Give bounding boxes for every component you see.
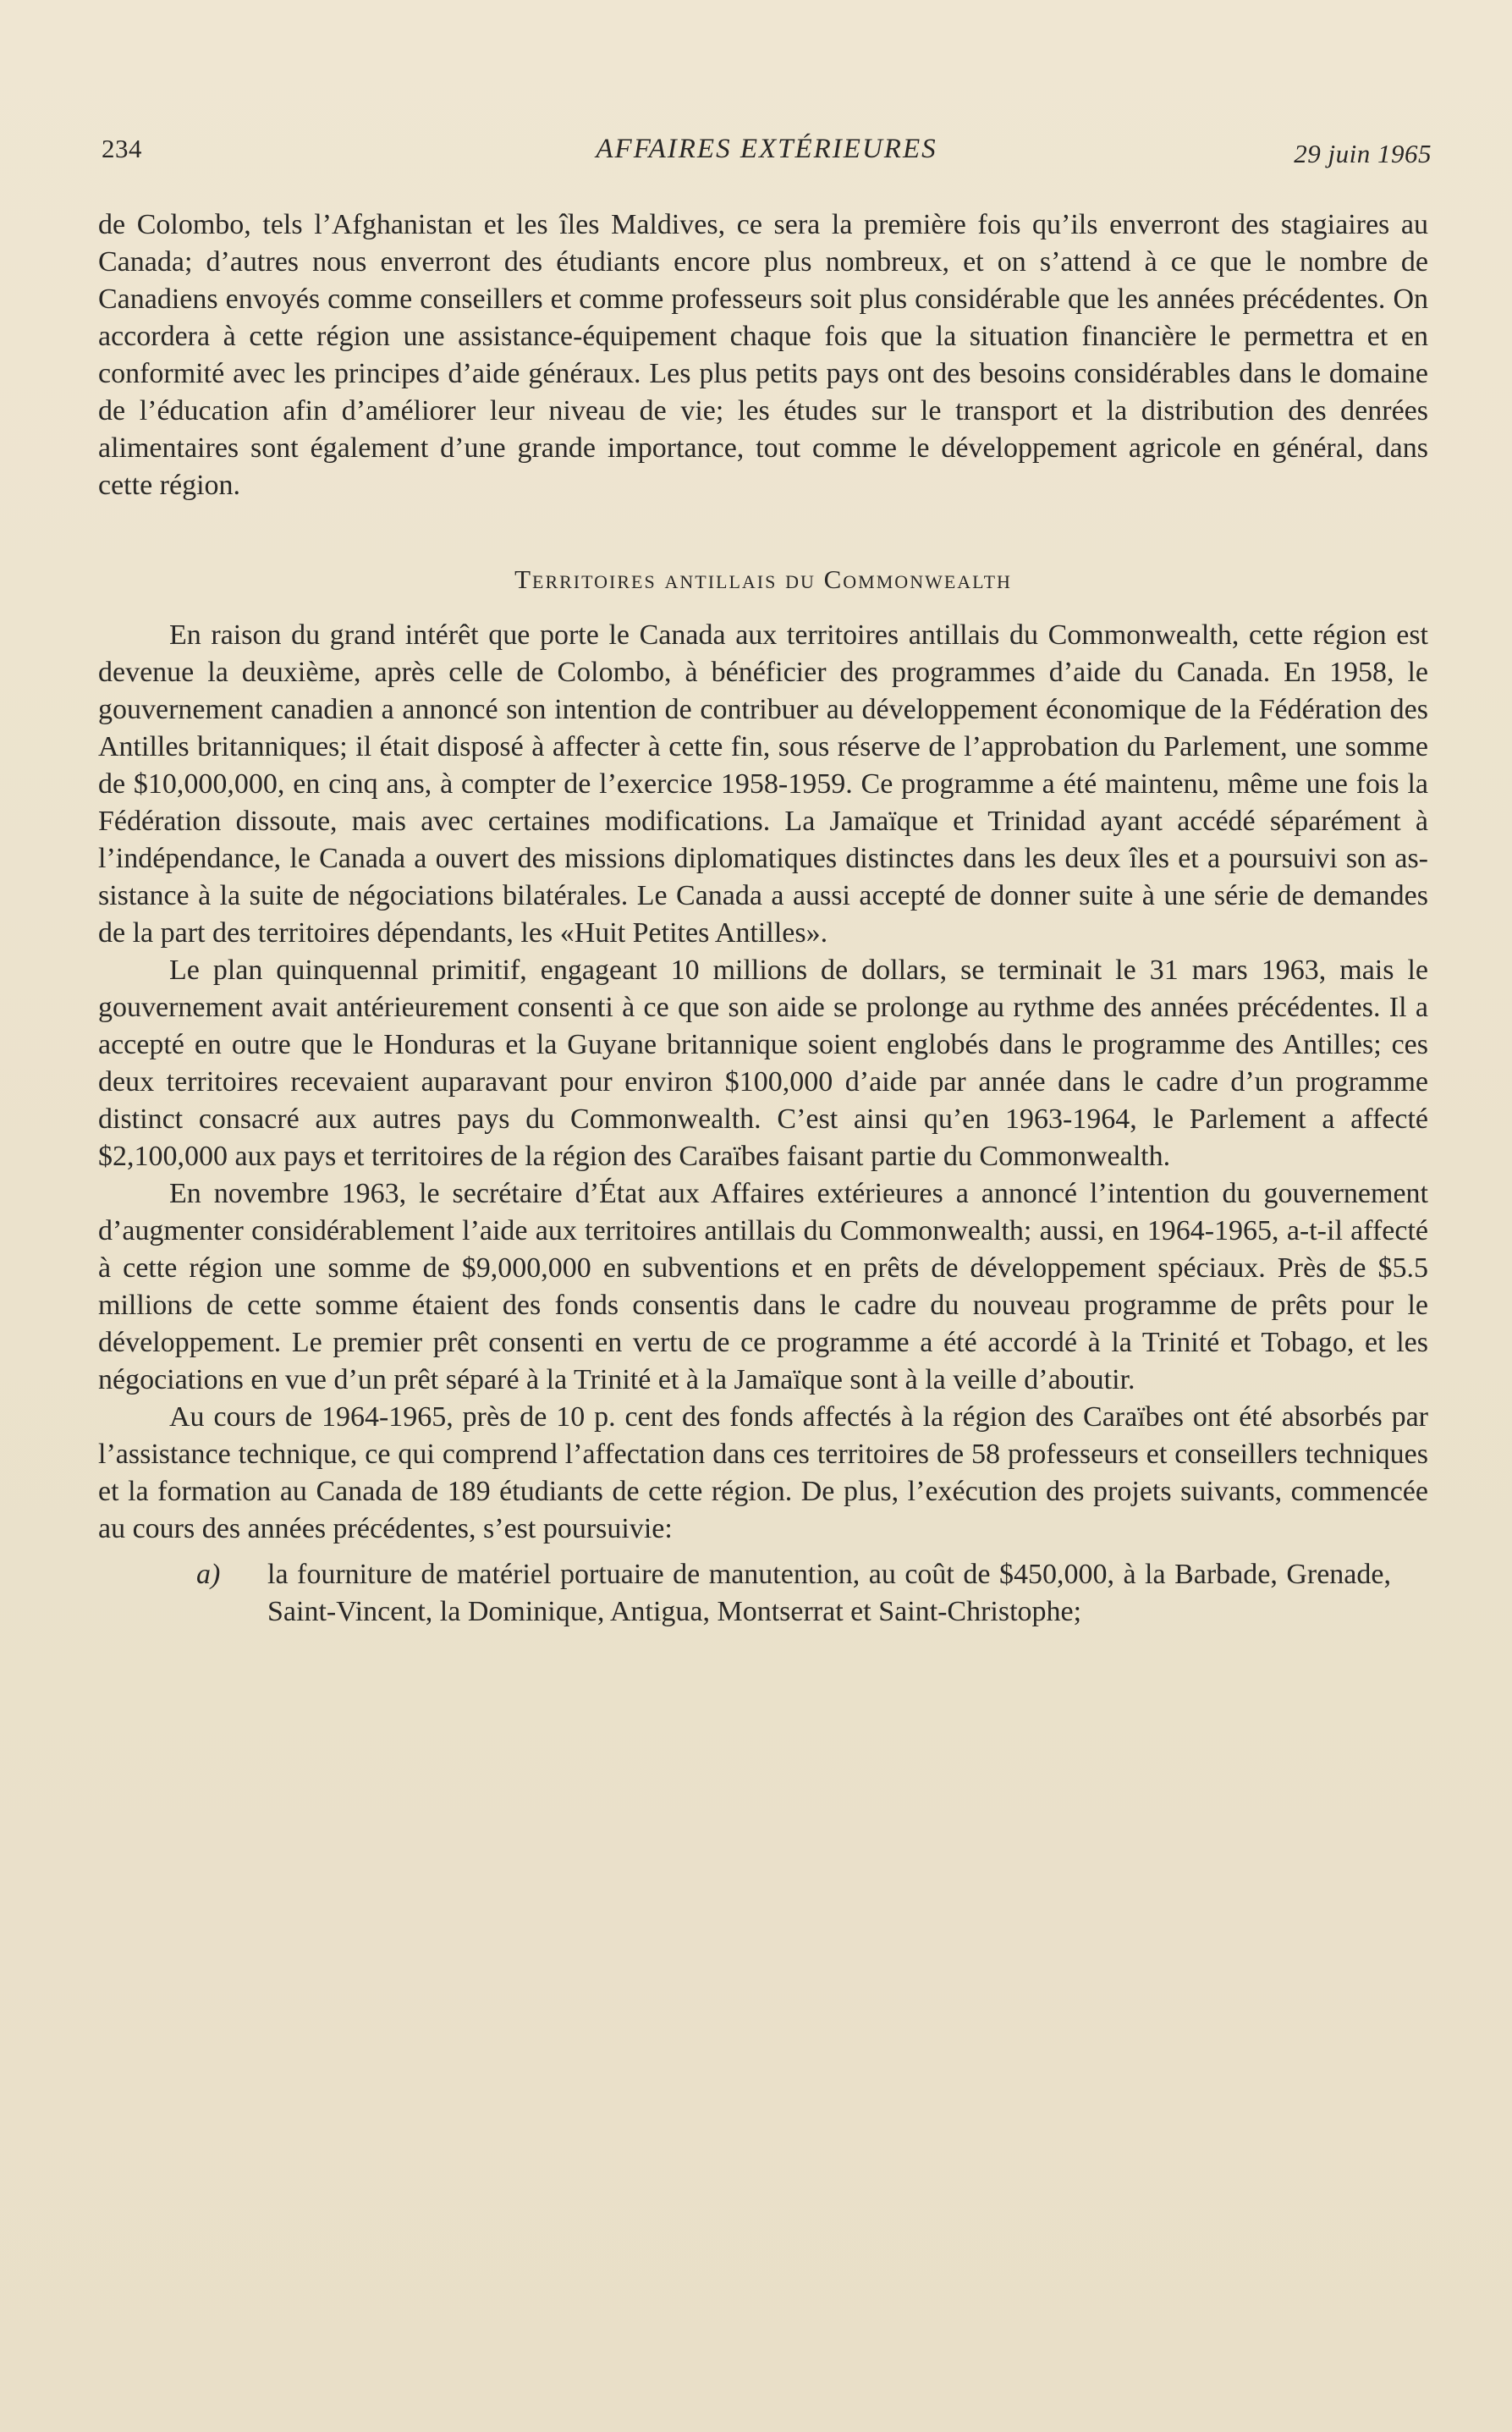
- list-item-text: la fourniture de matériel portuaire de manutention, au coût de $450,000, à la Barbade, Grenade, Saint-Vincent, la Dominique, Antigua, Montserrat et Saint-Christophe;: [267, 1559, 1391, 1627]
- list-item-a: [98, 1556, 1428, 1631]
- paragraph-five-year-plan: Le plan quinquennal primitif, engageant 10 millions de dollars, se terminait le 31 mars 1963, mais le gouvernement avait antérieurement consenti à ce que son aide se prolonge au rythme des années précédentes. Il a accepté en outre que le Honduras et la Guyane britannique soient englobés dans le programme des Antilles; ces deux territoires recevaient auparavant pour environ $100,000 d’aide par année dans le cadre d’un programme distinct consacré aux autres pays du Commonwealth. C’est ainsi qu’en 1963-1964, le Parlement a affecté $2,100,000 aux pays et territoires de la région des Caraïbes faisant partie du Commonwealth.: [98, 955, 1428, 1172]
- body-text: [98, 206, 1428, 1631]
- section-heading: Territoires antillais du Commonwealth: [514, 564, 1012, 594]
- paragraph-interest: En raison du grand intérêt que porte le Canada aux territoires antillais du Commonwealth, cette région est devenue la deuxième, après celle de Colombo, à bénéficier des programmes d’aide du Canada. En 1958, le gouvernement canadien a annoncé son intention de contribuer au développement économique de la Fédération des Antilles britanniques; il était disposé à affecter à cette fin, sous réserve de l’approbation du Parlement, une somme de $10,000,000, en cinq ans, à compter de l’exercice 1958-1959. Ce programme a été maintenu, même une fois la Fédération dissoute, mais avec certaines modifications. La Jamaïque et Trinidad ayant accédé séparément à l’indépendance, le Canada a ouvert des missions diplomatiques distinctes dans les deux îles et a poursuivi son assistance à la suite de négociations bilatérales. Le Canada a aussi accepté de donner suite à une série de demandes de la part des territoires dépendants, les «Huit Petites Antilles».: [98, 619, 1428, 949]
- journal-title: AFFAIRES EXTÉRIEURES: [596, 134, 937, 164]
- paragraph-november-1963: En novembre 1963, le secrétaire d’État aux Affaires extérieures a annoncé l’intention du gouvernement d’augmenter considérablement l’aide aux territoires antillais du Commonwealth; aussi, en 1964-1965, a-t-il affecté à cette région une somme de $9,000,000 en subventions et en prêts de développement spéciaux. Près de $5.5 millions de cette somme étaient des fonds consentis dans le cadre du nouveau programme de prêts pour le développement. Le premier prêt consenti en vertu de ce programme a été accordé à la Trinité et Tobago, et les négociations en vue d’un prêt séparé à la Trinité et à la Jamaïque sont à la veille d’aboutir.: [98, 1178, 1428, 1395]
- issue-date: 29 juin 1965: [1294, 139, 1432, 168]
- running-header: [102, 134, 1432, 176]
- paragraph-technical-assistance: Au cours de 1964-1965, près de 10 p. cent des fonds affectés à la région des Caraïbes ont été absorbés par l’assistance technique, ce qui comprend l’affectation dans ces territoires de 58 professeurs et conseillers techniques et la formation au Canada de 189 étudiants de cette région. De plus, l’exécution des projets suivants, commencée au cours des années précédentes, s’est poursuivie:: [98, 1401, 1428, 1544]
- list-item-marker: a): [196, 1559, 221, 1590]
- page-number: 234: [102, 134, 142, 163]
- paragraph-colombo-continuation: de Colombo, tels l’Afghanistan et les îles Maldives, ce sera la première fois qu’ils enverront des stagiaires au Canada; d’autres nous enverront des étudiants encore plus nombreux, et on s’attend à ce que le nombre de Canadiens envoyés comme conseillers et comme professeurs soit plus considérable que les années précédentes. On accordera à cette région une assistance-équipement chaque fois que la situation financière le permettra et en conformité avec les principes d’aide généraux. Les plus petits pays ont des besoins considérables dans le domaine de l’éducation afin d’améliorer leur niveau de vie; les études sur le transport et la distribution des denrées alimentaires sont également d’une grande importance, tout comme le développement agricole en général, dans cette région.: [98, 209, 1428, 501]
